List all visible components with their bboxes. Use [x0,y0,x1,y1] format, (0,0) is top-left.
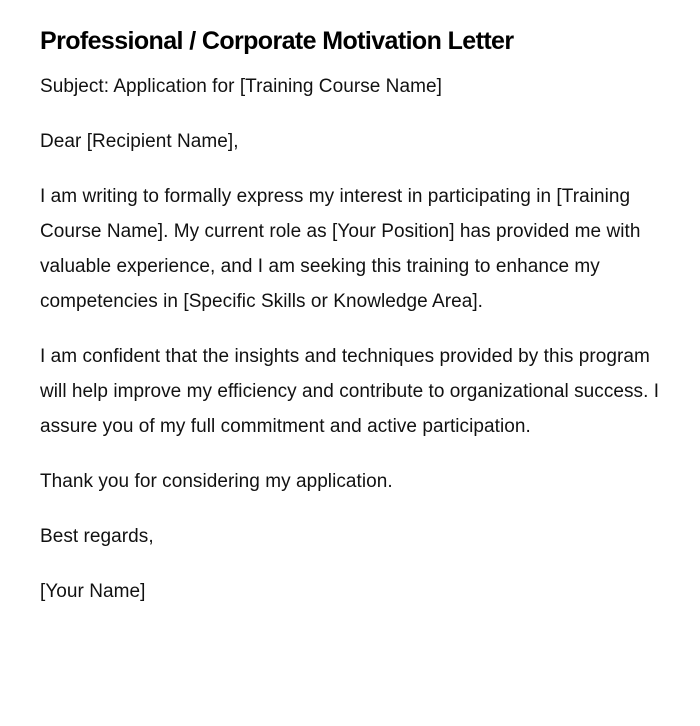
closing: Best regards, [40,526,154,547]
greeting: Dear [Recipient Name], [40,131,239,152]
body-paragraph-thanks: Thank you for considering my application. [40,471,393,492]
signature: [Your Name] [40,581,146,602]
subject-line: Subject: Application for [Training Course Name] [40,76,442,97]
document-title: Professional / Corporate Motivation Letter [40,27,514,55]
body-paragraph-commitment: I am confident that the insights and techniques provided by this program will help improve my efficiency and contribute to organizational success. I assure you of my full commitment and active participation. [40,346,660,437]
body-paragraph-intro: I am writing to formally express my interest in participating in [Training Course Name]. My current role as [Your Position] has provided me with valuable experience, and I am seeking this training to enhance my competencies in [Specific Skills or Knowledge Area]. [40,186,641,312]
